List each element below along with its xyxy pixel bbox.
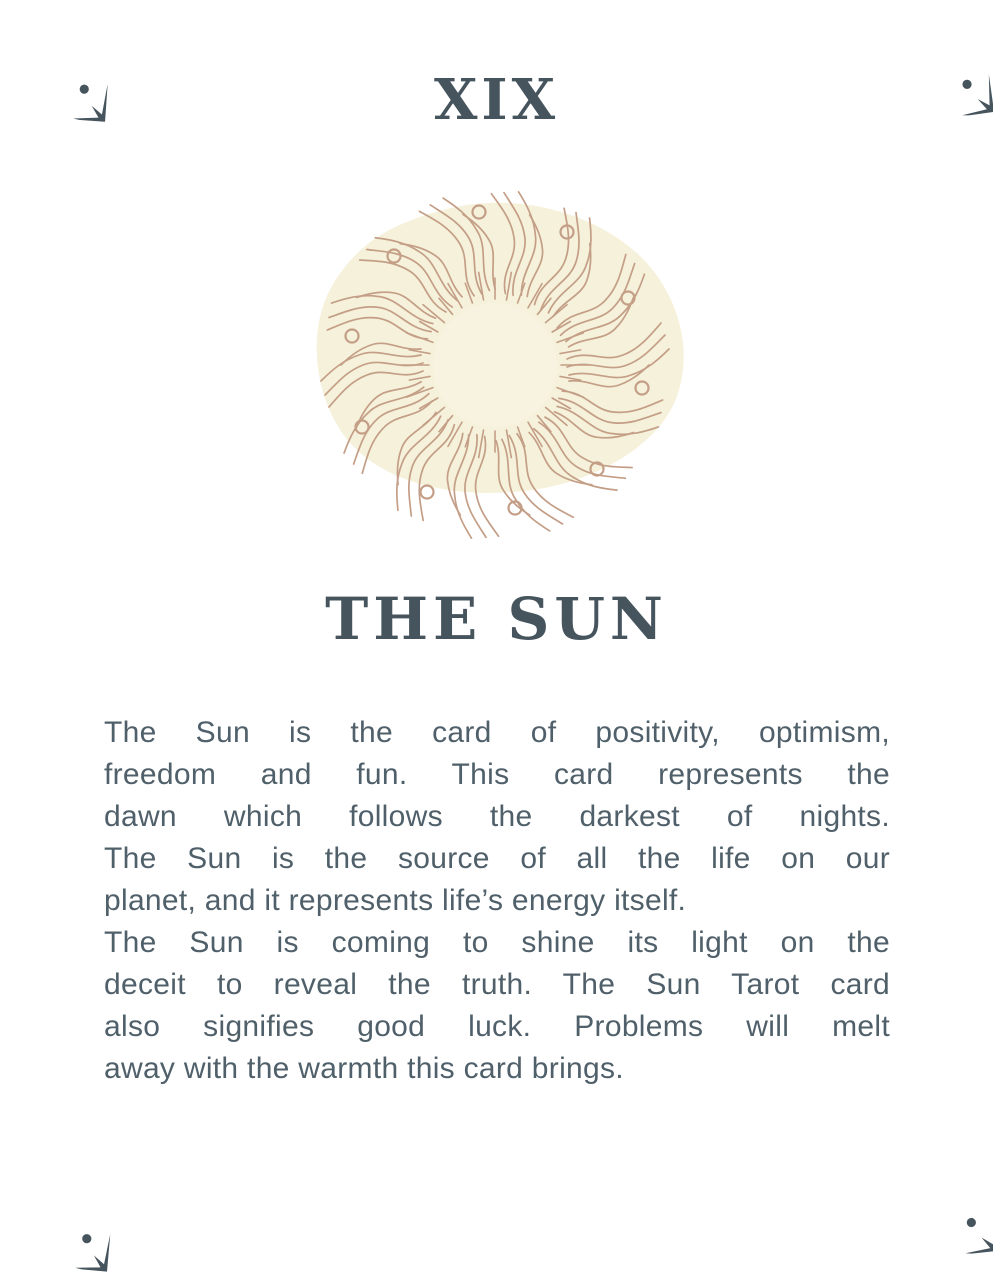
body-line: also signifies good luck. Problems will melt [104,1010,890,1043]
sparkle-star-icon [877,1142,993,1263]
sun-icon [297,183,697,543]
body-line: away with the warmth this card brings. [104,1052,624,1085]
body-line: The Sun is the card of positivity, optimism, [104,716,890,749]
body-line: dawn which follows the darkest of nights. [104,800,890,833]
body-line: deceit to reveal the truth. The Sun Tarot card [104,968,890,1001]
body-line: The Sun is the source of all the life on our [104,842,890,875]
body-line: freedom and fun. This card represents the [104,758,890,791]
body-line: planet, and it represents life’s energy itself. [104,884,687,917]
body-line: The Sun is coming to shine its light on the [104,926,890,959]
card-number: XIX [433,67,560,133]
sparkle-star-icon [0,1152,117,1271]
card-title: THE SUN [325,585,668,653]
card-description [104,712,890,1090]
